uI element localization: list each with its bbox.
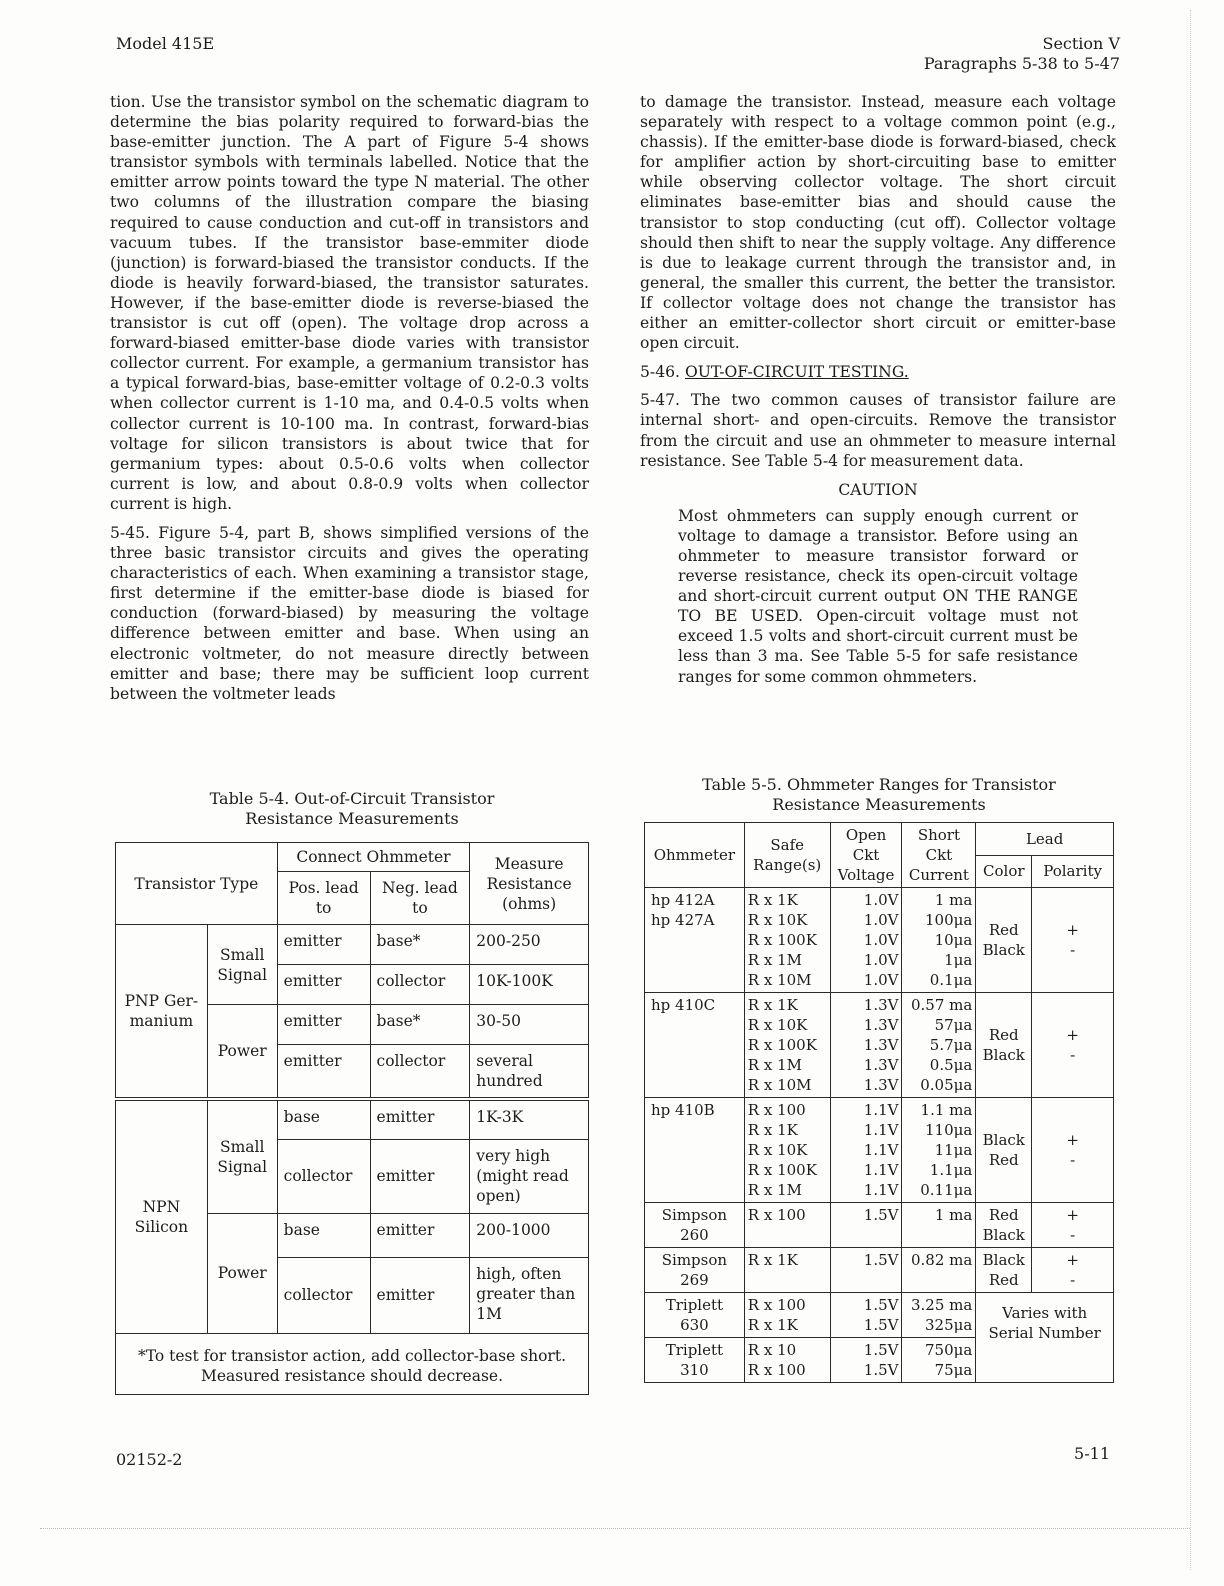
t4-cell-value: 30-50 — [470, 1005, 589, 1045]
section-title: OUT-OF-CIRCUIT TESTING. — [684, 363, 909, 382]
table5-caption — [644, 775, 1114, 815]
t5-body — [645, 888, 1114, 1383]
t5-safe-ranges: R x 100 — [744, 1203, 830, 1248]
t5-varies-note: Varies with Serial Number — [976, 1293, 1114, 1383]
t5-ohmmeter-name: hp 412A hp 427A — [645, 888, 745, 993]
t5-short-current: 1 ma 100μa 10μa 1μa 0.1μa — [902, 888, 976, 993]
t5-safe-ranges: R x 100 R x 1K — [744, 1293, 830, 1338]
t4-cell-pos: base — [277, 1213, 370, 1257]
t4-cell-pos: collector — [277, 1257, 370, 1333]
t5-header-safe: Safe Range(s) — [744, 823, 830, 888]
t4-footnote: *To test for transistor action, add collector-base short. Measured resistance should decrease. — [116, 1333, 589, 1394]
t5-ohmmeter-name: Triplett 630 — [645, 1293, 745, 1338]
t5-lead-polarity: + - — [1032, 1098, 1114, 1203]
t4-cell-neg: emitter — [370, 1139, 470, 1213]
t5-lead-polarity: + - — [1032, 1248, 1114, 1293]
scan-edge-bottom — [40, 1528, 1190, 1529]
t4-cell-neg: emitter — [370, 1213, 470, 1257]
t4-pnp-power: Power — [207, 1005, 277, 1100]
t5-ohmmeter-name: hp 410C — [645, 993, 745, 1098]
t4-cell-value: several hundred — [470, 1045, 589, 1100]
t5-lead-polarity: + - — [1032, 888, 1114, 993]
t5-lead-color: Red Black — [976, 888, 1032, 993]
t5-ohmmeter-name: Simpson 260 — [645, 1203, 745, 1248]
table5-ohmmeter-ranges — [644, 822, 1114, 1383]
paragraph-continued: to damage the transistor. Instead, measure each voltage separately with respect to a voltage common point (e.g., chassis). If the emitter-base diode is forward-biased, check for amplifier action by short-circuiting base to emitter while observing collector voltage. The short circuit eliminates base-emitter bias and should cause the transistor to stop conducting (cut off). Collector voltage should then shift to near the supply voltage. Any difference is due to leakage current through the transistor and, in general, the smaller this current, the better the transistor. If collector voltage does not change the transistor has either an emitter-collector short circuit or emitter-base open circuit. — [640, 93, 1116, 353]
t5-short-current: 1.1 ma 110μa 11μa 1.1μa 0.11μa — [902, 1098, 976, 1203]
t5-short-current: 750μa 75μa — [902, 1338, 976, 1383]
t5-open-voltage: 1.3V 1.3V 1.3V 1.3V 1.3V — [830, 993, 902, 1098]
table-row — [645, 1098, 1114, 1203]
header-section-block — [924, 34, 1120, 74]
t5-header-open: Open Ckt Voltage — [830, 823, 902, 888]
table-row — [645, 1248, 1114, 1293]
header-section: Section V — [1042, 34, 1120, 53]
t5-lead-color: Red Black — [976, 993, 1032, 1098]
header-model: Model 415E — [116, 34, 215, 53]
paragraph-continuation: tion. Use the transistor symbol on the schematic diagram to determine the bias polarity required to forward-bias the base-emitter junction. The A part of Figure 5-4 shows transistor symbols with terminals labelled. Notice that the emitter arrow points toward the type N material. The other two columns of the illustration compare the biasing required to cause conduction and cut-off in transistors and vacuum tubes. If the transistor base-emmiter diode (junction) is forward-biased the transistor conducts. If the diode is heavily forward-biased, the transistor saturates. However, if the base-emitter diode is reverse-biased the transistor is cut off (open). The voltage drop across a forward-biased emitter-base diode varies with transistor collector current. For example, a germanium transistor has a typical forward-bias, base-emitter voltage of 0.2-0.3 volts when collector current is 1-10 ma, and 0.4-0.5 volts when collector current is 10-100 ma. In contrast, forward-bias voltage for silicon transistors is about twice that for germanium types: about 0.5-0.6 volts when collector current is low, and about 0.8-0.9 volts when collector current is high. — [110, 93, 589, 513]
t4-cell-value: high, often greater than 1M — [470, 1257, 589, 1333]
t4-header-pos: Pos. lead to — [277, 872, 370, 925]
table5-caption-line2: Resistance Measurements — [772, 795, 986, 814]
t5-open-voltage: 1.0V 1.0V 1.0V 1.0V 1.0V — [830, 888, 902, 993]
t5-open-voltage: 1.5V 1.5V — [830, 1338, 902, 1383]
t4-cell-value: 1K-3K — [470, 1099, 589, 1139]
t4-cell-value: 10K-100K — [470, 965, 589, 1005]
caution-text: Most ohmmeters can supply enough current or voltage to damage a transistor. Before using an ohmmeter to measure transistor forward or reverse resistance, check its open-circuit voltage and short-circuit current output ON THE RANGE TO BE USED. Open-circuit voltage must not exceed 1.5 volts and short-circuit current must be less than 3 ma. See Table 5-5 for safe resistance ranges for some common ohmmeters. — [678, 506, 1078, 686]
t4-cell-pos: emitter — [277, 1005, 370, 1045]
t5-open-voltage: 1.5V — [830, 1203, 902, 1248]
right-column — [640, 92, 1116, 687]
scan-edge-right — [1190, 10, 1191, 1570]
t4-cell-pos: emitter — [277, 965, 370, 1005]
t5-lead-color: Black Red — [976, 1098, 1032, 1203]
table5-caption-line1: Table 5-5. Ohmmeter Ranges for Transistor — [702, 775, 1056, 794]
t4-cell-pos: base — [277, 1099, 370, 1139]
t5-lead-color: Red Black — [976, 1203, 1032, 1248]
table4-caption-line1: Table 5-4. Out-of-Circuit Transistor — [209, 789, 495, 808]
t4-cell-neg: emitter — [370, 1257, 470, 1333]
t5-safe-ranges: R x 1K R x 10K R x 100K R x 1M R x 10M — [744, 888, 830, 993]
section-heading-5-46 — [640, 362, 1116, 382]
footer-doc-number: 02152-2 — [116, 1450, 183, 1469]
t5-lead-polarity: + - — [1032, 993, 1114, 1098]
paragraph-5-45: 5-45. Figure 5-4, part B, shows simplified versions of the three basic transistor circuits and gives the operating characteristics of each. When examining a transistor stage, first determine if the emitter-base diode is biased for conduction (forward-biased) by measuring the voltage difference between emitter and base. When using an electronic voltmeter, do not measure directly between emitter and base; there may be sufficient loop current between the voltmeter leads — [110, 523, 589, 703]
t4-cell-pos: collector — [277, 1139, 370, 1213]
t5-open-voltage: 1.1V 1.1V 1.1V 1.1V 1.1V — [830, 1098, 902, 1203]
t5-lead-polarity: + - — [1032, 1203, 1114, 1248]
header-paragraphs: Paragraphs 5-38 to 5-47 — [923, 54, 1120, 73]
t5-ohmmeter-name: Simpson 269 — [645, 1248, 745, 1293]
t5-ohmmeter-name: hp 410B — [645, 1098, 745, 1203]
t4-pnp-small-signal: Small Signal — [207, 925, 277, 1005]
footer-page-number: 5-11 — [1074, 1444, 1110, 1463]
t4-npn-power: Power — [207, 1213, 277, 1333]
t5-header-ohmmeter: Ohmmeter — [645, 823, 745, 888]
t4-header-type: Transistor Type — [116, 843, 278, 925]
table-row — [645, 888, 1114, 993]
t5-safe-ranges: R x 10 R x 100 — [744, 1338, 830, 1383]
t4-cell-neg: base* — [370, 925, 470, 965]
t5-header-color: Color — [976, 855, 1032, 888]
table4-caption-line2: Resistance Measurements — [245, 809, 459, 828]
t4-cell-neg: emitter — [370, 1099, 470, 1139]
t4-cell-pos: emitter — [277, 1045, 370, 1100]
section-number: 5-46. — [640, 363, 680, 382]
t5-short-current: 1 ma — [902, 1203, 976, 1248]
t5-safe-ranges: R x 1K R x 10K R x 100K R x 1M R x 10M — [744, 993, 830, 1098]
t4-npn-small-signal: Small Signal — [207, 1099, 277, 1213]
table-row — [645, 1293, 1114, 1338]
t5-ohmmeter-name: Triplett 310 — [645, 1338, 745, 1383]
t4-header-neg: Neg. lead to — [370, 872, 470, 925]
paragraph-5-47: 5-47. The two common causes of transistor failure are internal short- and open-circuits. Remove the transistor from the circuit and use an ohmmeter to measure internal resistance. See Table 5-4 for measurement data. — [640, 391, 1116, 470]
t5-short-current: 3.25 ma 325μa — [902, 1293, 976, 1338]
t4-cell-value: very high (might read open) — [470, 1139, 589, 1213]
t5-short-current: 0.57 ma 57μa 5.7μa 0.5μa 0.05μa — [902, 993, 976, 1098]
t5-open-voltage: 1.5V — [830, 1248, 902, 1293]
t5-safe-ranges: R x 100 R x 1K R x 10K R x 100K R x 1M — [744, 1098, 830, 1203]
t5-short-current: 0.82 ma — [902, 1248, 976, 1293]
caution-title: CAUTION — [838, 480, 918, 499]
t4-cell-neg: base* — [370, 1005, 470, 1045]
t4-npn-label: NPN Silicon — [116, 1099, 208, 1333]
t5-lead-color: Black Red — [976, 1248, 1032, 1293]
t5-header-lead: Lead — [976, 823, 1114, 856]
t4-cell-neg: collector — [370, 1045, 470, 1100]
t4-cell-neg: collector — [370, 965, 470, 1005]
t4-cell-value: 200-250 — [470, 925, 589, 965]
table4-transistor-resistance — [115, 842, 589, 1395]
t4-header-connect: Connect Ohmmeter — [277, 843, 470, 872]
t5-header-polarity: Polarity — [1032, 855, 1114, 888]
t4-cell-pos: emitter — [277, 925, 370, 965]
table-row — [645, 993, 1114, 1098]
t4-header-measure: Measure Resistance (ohms) — [470, 843, 589, 925]
t5-open-voltage: 1.5V 1.5V — [830, 1293, 902, 1338]
table4-caption — [115, 789, 589, 829]
t5-safe-ranges: R x 1K — [744, 1248, 830, 1293]
t4-cell-value: 200-1000 — [470, 1213, 589, 1257]
t4-pnp-label: PNP Ger- manium — [116, 925, 208, 1100]
t5-header-short: Short Ckt Current — [902, 823, 976, 888]
table-row — [645, 1203, 1114, 1248]
left-column — [110, 92, 589, 713]
